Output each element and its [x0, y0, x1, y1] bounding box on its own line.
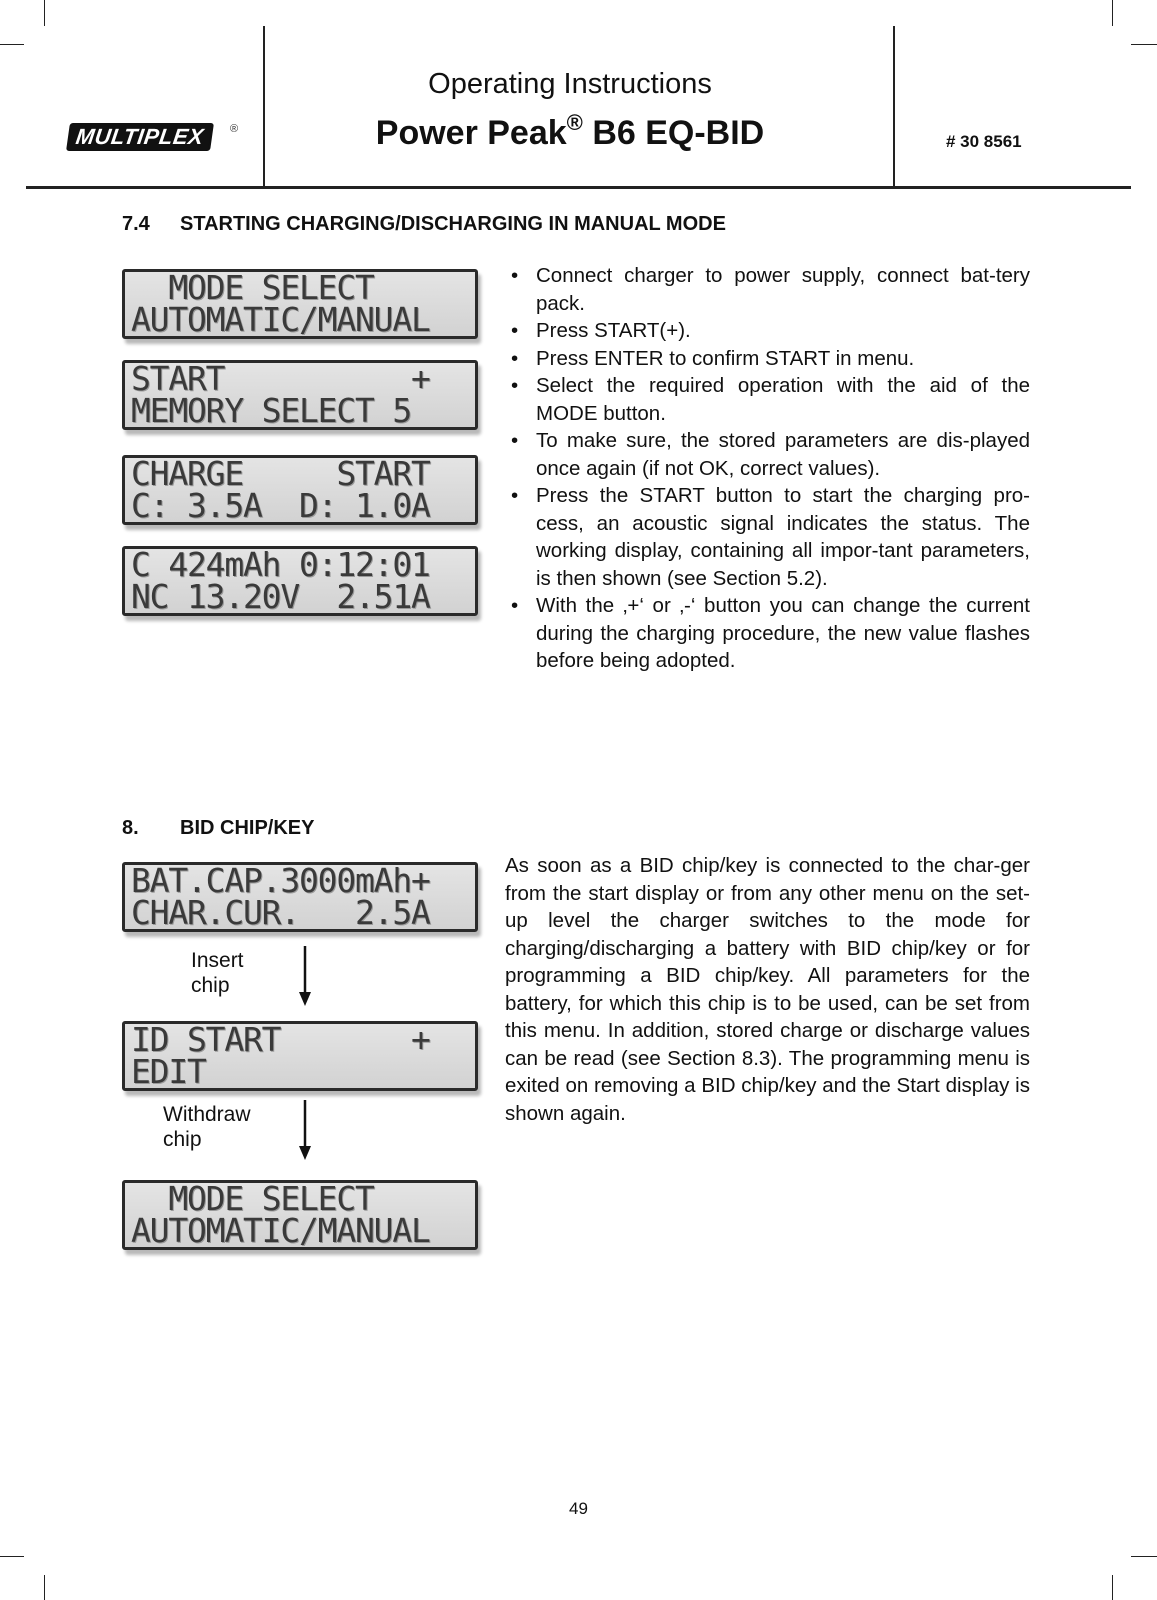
lcd-line: C: 3.5A D: 1.0A — [131, 486, 430, 525]
header-divider — [893, 26, 895, 187]
section-number: 8. — [122, 817, 139, 839]
list-item — [505, 345, 1030, 373]
lcd-screen — [122, 360, 478, 430]
lcd-line: EDIT — [131, 1052, 206, 1091]
list-item-text: Press the START button to start the charging pro-cess, an acoustic signal indicates the status. The working display, containing all impor-tant parameters, is then shown (see Section 5.2). — [536, 484, 1030, 590]
lcd-line: AUTOMATIC/MANUAL — [131, 1211, 430, 1250]
header-divider — [263, 26, 265, 187]
product-title-main: Power Peak — [375, 114, 567, 152]
product-title-reg: ® — [566, 110, 583, 135]
withdraw-chip-caption — [163, 1102, 251, 1152]
order-number: # 30 8561 — [946, 132, 1022, 151]
bullet-icon: • — [511, 484, 519, 507]
lcd-line: MODE SELECT — [131, 1179, 374, 1218]
bullet-icon: • — [511, 374, 519, 397]
lcd-screen — [122, 269, 478, 339]
bullet-icon: • — [511, 319, 519, 342]
list-item — [505, 372, 1030, 427]
product-title — [265, 110, 875, 153]
lcd-line: MEMORY SELECT 5 — [131, 391, 412, 430]
list-item-text: Press START(+). — [536, 319, 691, 342]
insert-chip-caption — [191, 948, 244, 998]
section-number: 7.4 — [122, 213, 150, 235]
header-subtitle: Operating Instructions — [428, 68, 712, 100]
logo-registered-mark: ® — [230, 123, 239, 135]
bid-chip-paragraph: As soon as a BID chip/key is connected to the char-ger from the start display or from any other menu on the set-up level the charger switches to the mode for charging/discharging a battery with BID chip/key or for programming a BID chip/key. All parameters for the battery, for which this chip is to be used, can be set from this menu. In addition, stored charge or discharge values can be read (see Section 8.3). The programming menu is exited on removing a BID chip/key and the Start display is shown again. — [505, 854, 1030, 1125]
crop-mark — [1131, 44, 1157, 45]
crop-mark — [1112, 1575, 1113, 1600]
list-item-text: To make sure, the stored parameters are dis-played once again (if not OK, correct values). — [536, 429, 1030, 480]
crop-mark — [0, 1556, 24, 1557]
down-arrow-icon — [295, 946, 315, 1008]
caption-line: Withdraw — [163, 1103, 251, 1126]
crop-mark — [1131, 1556, 1157, 1557]
page-number: 49 — [569, 1499, 588, 1518]
list-item-text: With the ‚+‘ or ‚-‘ button you can change the current during the charging procedure, the new value flashes before being adopted. — [536, 594, 1030, 672]
logo-text: MULTIPLEX — [66, 123, 213, 151]
lcd-screen — [122, 1021, 478, 1091]
instruction-list — [505, 262, 1030, 675]
lcd-line: BAT.CAP.3000mAh+ — [131, 861, 430, 900]
lcd-line: START + — [131, 359, 430, 398]
lcd-screen — [122, 455, 478, 525]
down-arrow-icon — [295, 1100, 315, 1162]
lcd-line: CHARGE START — [131, 454, 430, 493]
lcd-line: AUTOMATIC/MANUAL — [131, 300, 430, 339]
bullet-icon: • — [511, 264, 519, 287]
section-heading-8 — [122, 817, 314, 840]
lcd-line: NC 13.20V 2.51A — [131, 577, 430, 616]
bullet-icon: • — [511, 429, 519, 452]
lcd-screen — [122, 546, 478, 616]
list-item-text: Connect charger to power supply, connect bat-tery pack. — [536, 264, 1030, 315]
section-heading-7-4 — [122, 213, 726, 236]
lcd-line: MODE SELECT — [131, 268, 374, 307]
caption-line: Insert — [191, 949, 244, 972]
list-item — [505, 317, 1030, 345]
crop-mark — [44, 0, 45, 26]
list-item-text: Select the required operation with the aid of the MODE button. — [536, 374, 1030, 425]
section-title: BID CHIP/KEY — [180, 817, 315, 839]
lcd-line: ID START + — [131, 1020, 430, 1059]
header-rule — [26, 186, 1131, 189]
bullet-icon: • — [511, 346, 519, 370]
list-item-text: Press ENTER to confirm START in menu. — [536, 346, 915, 370]
crop-mark — [0, 44, 24, 45]
crop-mark — [44, 1575, 45, 1600]
lcd-screen — [122, 862, 478, 932]
lcd-screen — [122, 1180, 478, 1250]
multiplex-logo — [68, 123, 228, 149]
list-item — [505, 592, 1030, 675]
list-item — [505, 262, 1030, 317]
lcd-line: CHAR.CUR. 2.5A — [131, 893, 430, 932]
section-title: STARTING CHARGING/DISCHARGING IN MANUAL MODE — [180, 213, 726, 235]
caption-line: chip — [191, 974, 230, 997]
list-item — [505, 427, 1030, 482]
lcd-line: C 424mAh 0:12:01 — [131, 545, 430, 584]
bullet-icon: • — [511, 594, 519, 617]
product-title-rest: B6 EQ-BID — [582, 114, 765, 152]
crop-mark — [1112, 0, 1113, 26]
caption-line: chip — [163, 1128, 202, 1151]
list-item — [505, 482, 1030, 592]
